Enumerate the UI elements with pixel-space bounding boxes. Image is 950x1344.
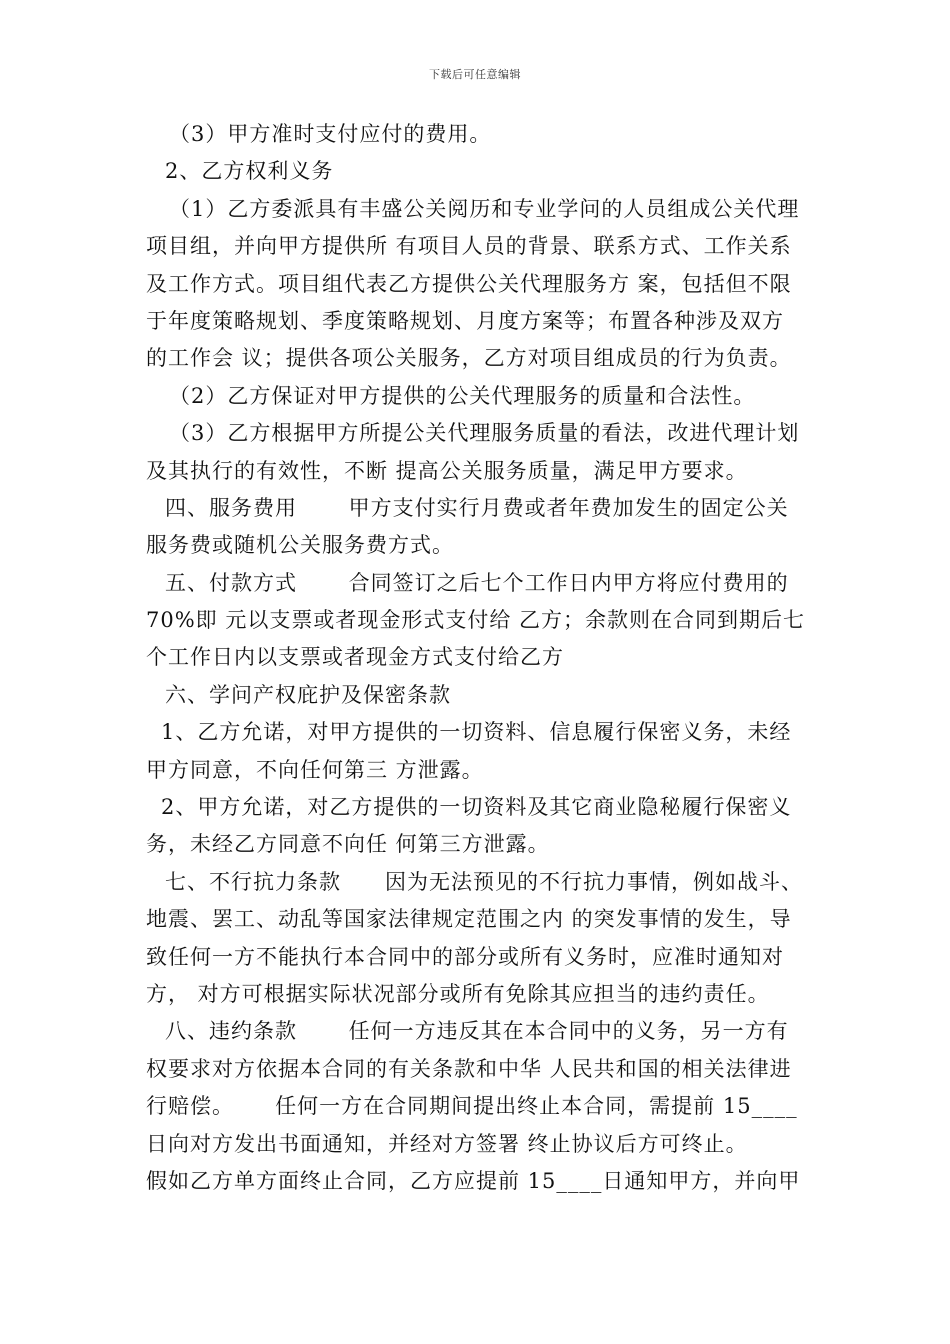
text-line: 地震、罢工、动乱等国家法律规定范围之内 的突发事情的发生，导 (146, 907, 792, 932)
text-line: 的工作会 议；提供各项公关服务，乙方对项目组成员的行为负责。 (146, 346, 792, 371)
page-header: 下载后可任意编辑 (429, 68, 521, 81)
text-line: 70%即 元以支票或者现金形式支付给 乙方；余款则在合同到期后七 (146, 608, 806, 633)
text-line: 八、违约条款 任何一方违反其在本合同中的义务，另一方有 (165, 1019, 789, 1044)
text-line: 2、乙方权利义务 (165, 159, 334, 184)
text-line: 权要求对方依据本合同的有关条款和中华 人民共和国的相关法律进 (146, 1056, 792, 1081)
text-line: 七、不行抗力条款 因为无法预见的不行抗力事情，例如战斗、 (165, 869, 803, 894)
document-body (146, 116, 810, 1200)
text-line: 致任何一方不能执行本合同中的部分或所有义务时，应准时通知对 (146, 944, 784, 969)
text-line: 六、学问产权庇护及保密条款 (165, 682, 451, 707)
text-line: （2）乙方保证对甲方提供的公关代理服务的质量和合法性。 (169, 383, 756, 408)
text-line: （1）乙方委派具有丰盛公关阅历和专业学问的人员组成公关代理 (169, 196, 800, 221)
text-line: 日向对方发出书面通知，并经对方签署 终止协议后方可终止。 (146, 1131, 748, 1156)
text-line: 四、服务费用 甲方支付实行月费或者年费加发生的固定公关 (165, 495, 789, 520)
text-line: 假如乙方单方面终止合同，乙方应提前 15____日通知甲方，并向甲 (146, 1168, 801, 1193)
text-line: （3）乙方根据甲方所提公关代理服务质量的看法，改进代理计划 (169, 421, 800, 446)
text-line: 五、付款方式 合同签订之后七个工作日内甲方将应付费用的 (165, 570, 789, 595)
text-line: 及其执行的有效性，不断 提高公关服务质量，满足甲方要求。 (146, 458, 748, 483)
text-line: 及工作方式。项目组代表乙方提供公关代理服务方 案，包括但不限 (146, 271, 792, 296)
text-line: 1、乙方允诺，对甲方提供的一切资料、信息履行保密义务，未经 (161, 720, 792, 745)
text-line: 务，未经乙方同意不向任 何第三方泄露。 (146, 832, 550, 857)
text-line: 项目组，并向甲方提供所 有项目人员的背景、联系方式、工作关系 (146, 234, 792, 259)
text-line: 个工作日内以支票或者现金方式支付给乙方 (146, 645, 564, 670)
text-line: 行赔偿。 任何一方在合同期间提出终止本合同，需提前 15____ (146, 1094, 798, 1119)
text-line: 2、甲方允诺，对乙方提供的一切资料及其它商业隐秘履行保密义 (161, 795, 792, 820)
text-line: 甲方同意，不向任何第三 方泄露。 (146, 757, 484, 782)
text-line: 于年度策略规划、季度策略规划、月度方案等；布置各种涉及双方 (146, 308, 784, 333)
text-line: （3）甲方准时支付应付的费用。 (169, 122, 492, 146)
text-line: 服务费或随机公关服务费方式。 (146, 533, 454, 558)
text-line: 方， 对方可根据实际状况部分或所有免除其应担当的违约责任。 (146, 981, 770, 1006)
